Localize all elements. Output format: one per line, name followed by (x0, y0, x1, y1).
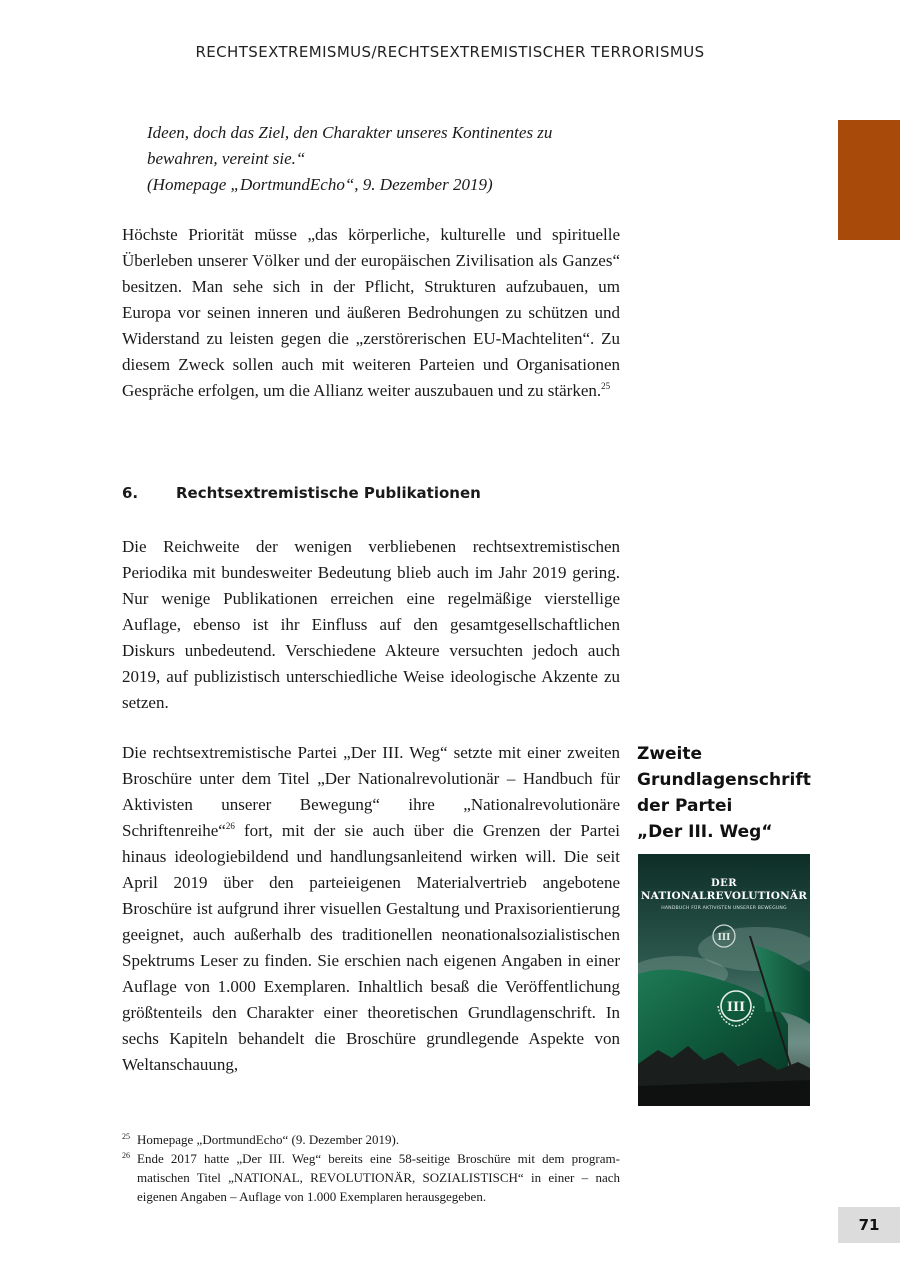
footnote-25-number: 25 (122, 1132, 130, 1141)
footnote-25 (122, 1130, 620, 1149)
footnote-ref-26: 26 (225, 821, 235, 831)
footnote-ref-25: 25 (601, 381, 611, 391)
margin-note-line-2: Grundlagenschrift (637, 770, 811, 790)
margin-note-line-3: der Partei (637, 796, 733, 816)
paragraph-3-text-after: fort, mit der sie auch über die Grenzen der Partei hinaus ideologiebildend und handlungsanleitend wirken will. Die seit April 2019 über den parteieigenen Materialvertrieb angebotene Broschüre ist aufgrund ihrer visuellen Gestaltung und Praxisorientierung geeignet, auch außerhalb des traditionellen neonationalsozialistischen Spektrums Leser zu finden. Sie erschien nach eigenen Angaben in einer Auflage von 1.000 Exemplaren. Inhaltlich besaß die Veröffentlichung größtenteils den Charakter einer theoretischen Grundlagenschrift. In sechs Kapiteln behandelt die Broschüre grundlegende Aspekte von Weltanschauung, (122, 821, 620, 1074)
paragraph-3 (122, 740, 620, 1078)
section-number: 6. (122, 484, 139, 502)
footnote-26-number: 26 (122, 1151, 130, 1160)
cover-subtitle: HANDBUCH FÜR AKTIVISTEN UNSERER BEWEGUNG (661, 906, 787, 911)
footnote-25-text: Homepage „DortmundEcho“ (9. Dezember 2019). (137, 1132, 400, 1147)
paragraph-2: Die Reichweite der wenigen verbliebenen rechtsextremistischen Periodika mit bundesweiter Bedeutung blieb auch im Jahr 2019 gering. Nur wenige Publikationen erreichen eine regelmäßige vierstellige Auflage, ebenso ist ihr Einfluss auf den gesamtgesellschaftlichen Diskurs unbedeutend. Verschiedene Akteure versuchten jedoch auch 2019, auf publizistisch unterschiedliche Weise ideologische Akzente zu setzen. (122, 537, 620, 712)
page-number: 71 (838, 1207, 900, 1243)
cover-title-line-2: NATIONALREVOLUTIONÄR (640, 890, 808, 902)
footnote-26 (122, 1149, 620, 1206)
cover-title-line-1: DER (710, 878, 738, 889)
footnote-26-text: Ende 2017 hatte „Der III. Weg“ bereits eine 58-seitige Broschüre mit dem programmatischen Titel „NATIONAL, REVOLUTIONÄR, SOZIALISTISCH“ in einer – nach eigenen Angaben – Auflage von 1.000 Exemplaren herausgegeben. (137, 1151, 620, 1204)
paragraph-1 (122, 222, 620, 404)
quote-line-1: Ideen, doch das Ziel, den Charakter unseres Kontinentes zu (147, 123, 553, 142)
running-header: RECHTSEXTREMISMUS/RECHTSEXTREMISTISCHER TERRORISMUS (195, 43, 705, 61)
quote-line-2: bewahren, vereint sie.“ (147, 149, 306, 168)
margin-note (637, 741, 827, 845)
paragraph-1-text: Höchste Priorität müsse „das körperliche, kulturelle und spirituelle Überleben unserer Völker und der europäischen Zivilisation als Ganzes“ besitzen. Man sehe sich in der Pflicht, Strukturen aufzubauen, um Europa vor seinen inneren und äußeren Bedrohungen zu schützen und Widerstand zu leisten gegen die „zerstörerischen EU-Machteliten“. Zu diesem Zweck sollen auch mit weiteren Parteien und Organisationen Gespräche erfolgen, um die Allianz weiter auszubauen und zu stärken. (122, 225, 620, 400)
cover-emblem-top: III (717, 933, 731, 943)
paragraph-3-text-before: Die rechtsextremistische Partei „Der III. Weg“ setzte mit einer zweiten Broschüre unter dem Titel „Der Nationalrevolutionär – Handbuch für Aktivisten unserer Bewegung“ ihre „Nationalrevolutionäre Schriftenreihe“ (122, 743, 620, 840)
quote-source: (Homepage „DortmundEcho“, 9. Dezember 2019) (147, 175, 493, 194)
section-heading (122, 484, 481, 502)
margin-note-line-4: „Der III. Weg“ (637, 822, 773, 842)
footnotes (122, 1130, 620, 1206)
block-quote (147, 120, 627, 198)
section-title: Rechtsextremistische Publikationen (176, 484, 481, 502)
cover-title (638, 878, 810, 902)
cover-emblem-flag: III (726, 1000, 746, 1015)
chapter-side-tab (838, 120, 900, 240)
margin-note-line-1: Zweite (637, 744, 703, 764)
brochure-cover-image (638, 854, 810, 1106)
